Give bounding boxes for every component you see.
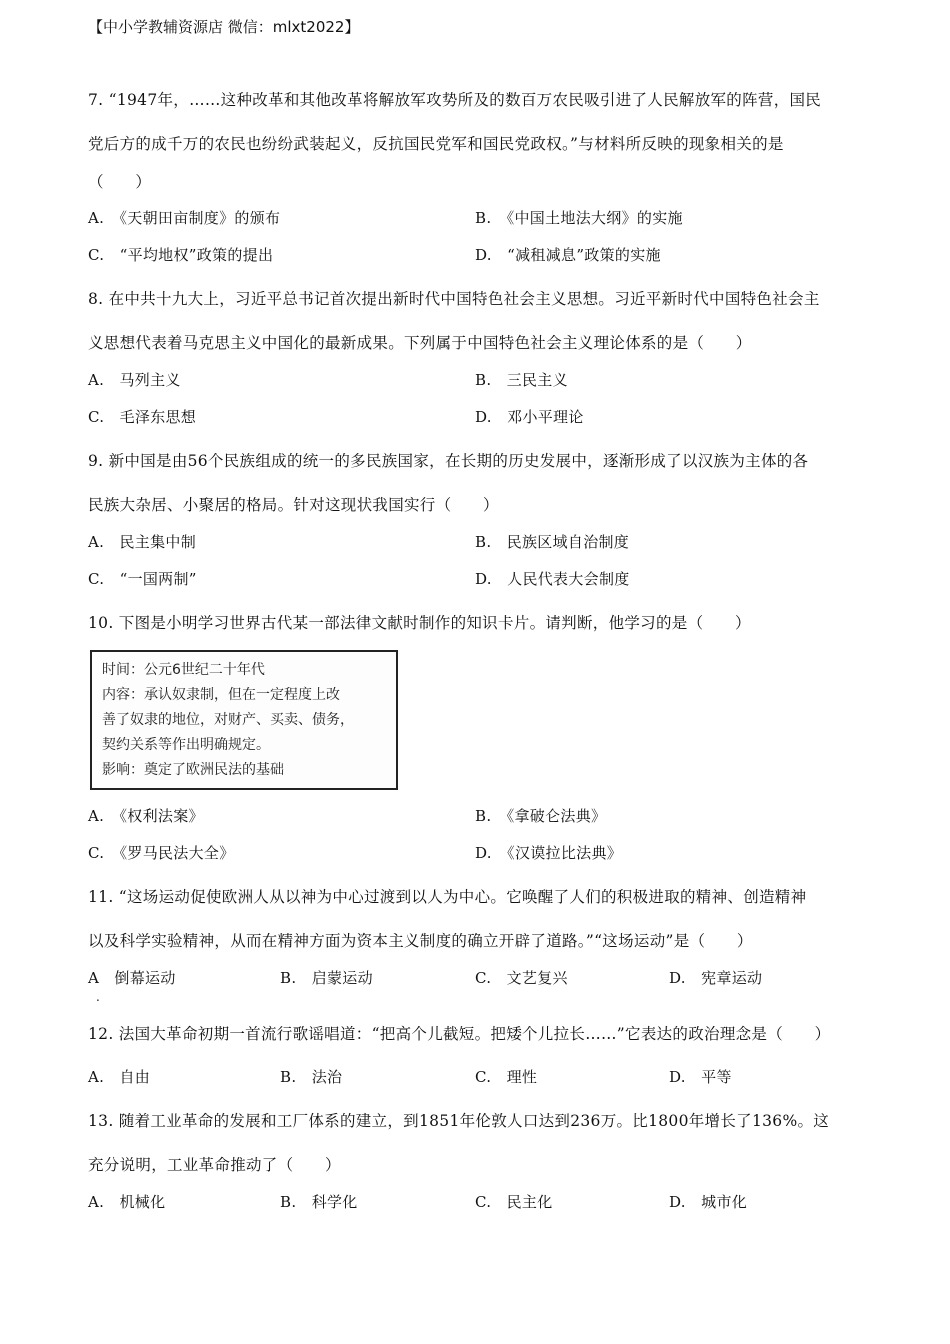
q13-stem-line-2: 充分说明，工业革命推动了（ ） xyxy=(88,1156,341,1174)
q13-option-d: D. 城市化 xyxy=(669,1193,748,1211)
q7-option-c: C. “平均地权”政策的提出 xyxy=(88,246,274,264)
card-line-impact: 影响：奠定了欧洲民法的基础 xyxy=(102,762,284,778)
q7-stem-line-1: 7. “1947年，……这种改革和其他改革将解放军攻势所及的数百万农民吸引进了人民解放军的阵营，国民 xyxy=(88,91,822,109)
q10-option-c: C. 《罗马民法大全》 xyxy=(88,844,235,862)
q11-option-c: C. 文艺复兴 xyxy=(475,969,568,987)
q12-stem-line-1: 12. 法国大革命初期一首流行歌谣唱道：“把高个儿截短。把矮个儿拉长……”它表达的政治理念是（ ） xyxy=(88,1025,831,1043)
q9-option-d: D. 人民代表大会制度 xyxy=(475,570,630,588)
q11-option-a: A 倒幕运动 xyxy=(88,969,176,987)
card-line-content-1: 内容：承认奴隶制，但在一定程度上改 xyxy=(102,687,340,703)
q12-option-d: D. 平等 xyxy=(669,1068,732,1086)
knowledge-card xyxy=(90,650,398,790)
q7-option-a: A. 《天朝田亩制度》的颁布 xyxy=(88,209,281,227)
q11-option-d: D. 宪章运动 xyxy=(669,969,763,987)
q7-option-b: B. 《中国土地法大纲》的实施 xyxy=(475,209,683,227)
q8-option-a: A. 马列主义 xyxy=(88,371,181,389)
q8-option-b: B. 三民主义 xyxy=(475,371,568,389)
stray-dot: . xyxy=(96,990,100,1004)
card-line-content-3: 契约关系等作出明确规定。 xyxy=(102,737,270,753)
q11-stem-line-1: 11. “这场运动促使欧洲人从以神为中心过渡到以人为中心。它唤醒了人们的积极进取的精神、创造精神 xyxy=(88,888,807,906)
q8-option-c: C. 毛泽东思想 xyxy=(88,408,197,426)
q7-option-d: D. “减租减息”政策的实施 xyxy=(475,246,661,264)
q13-option-c: C. 民主化 xyxy=(475,1193,553,1211)
q13-option-a: A. 机械化 xyxy=(88,1193,166,1211)
q9-stem-line-1: 9. 新中国是由56个民族组成的统一的多民族国家，在长期的历史发展中，逐渐形成了以汉族为主体的各 xyxy=(88,452,809,470)
q8-option-d: D. 邓小平理论 xyxy=(475,408,584,426)
q11-option-b: B. 启蒙运动 xyxy=(280,969,373,987)
q9-option-b: B. 民族区域自治制度 xyxy=(475,533,630,551)
q7-stem-line-2: 党后方的成千万的农民也纷纷武装起义，反抗国民党军和国民党政权。”与材料所反映的现象相关的是 xyxy=(88,135,784,153)
q10-option-d: D. 《汉谟拉比法典》 xyxy=(475,844,623,862)
q13-option-b: B. 科学化 xyxy=(280,1193,358,1211)
q10-option-a: A. 《权利法案》 xyxy=(88,807,204,825)
card-line-content-2: 善了奴隶的地位，对财产、买卖、债务， xyxy=(102,712,354,728)
q12-option-b: B. 法治 xyxy=(280,1068,343,1086)
q12-option-c: C. 理性 xyxy=(475,1068,538,1086)
card-line-time: 时间：公元6世纪二十年代 xyxy=(102,662,265,678)
page-header: 【中小学教辅资源店 微信：mlxt2022】 xyxy=(88,18,360,36)
q7-stem-line-3: （ ） xyxy=(88,173,152,191)
q9-option-a: A. 民主集中制 xyxy=(88,533,197,551)
q9-stem-line-2: 民族大杂居、小聚居的格局。针对这现状我国实行（ ） xyxy=(88,496,499,514)
q13-stem-line-1: 13. 随着工业革命的发展和工厂体系的建立，到1851年伦敦人口达到236万。比1800年增长了136%。这 xyxy=(88,1112,830,1130)
q12-option-a: A. 自由 xyxy=(88,1068,151,1086)
q10-option-b: B. 《拿破仑法典》 xyxy=(475,807,607,825)
q11-stem-line-2: 以及科学实验精神，从而在精神方面为资本主义制度的确立开辟了道路。”“这场运动”是（ ） xyxy=(88,932,753,950)
q8-stem-line-2: 义思想代表着马克思主义中国化的最新成果。下列属于中国特色社会主义理论体系的是（ ） xyxy=(88,334,752,352)
q10-stem-line-1: 10. 下图是小明学习世界古代某一部法律文献时制作的知识卡片。请判断，他学习的是（ ） xyxy=(88,614,751,632)
q9-option-c: C. “一国两制” xyxy=(88,570,197,588)
q8-stem-line-1: 8. 在中共十九大上，习近平总书记首次提出新时代中国特色社会主义思想。习近平新时代中国特色社会主 xyxy=(88,290,820,308)
